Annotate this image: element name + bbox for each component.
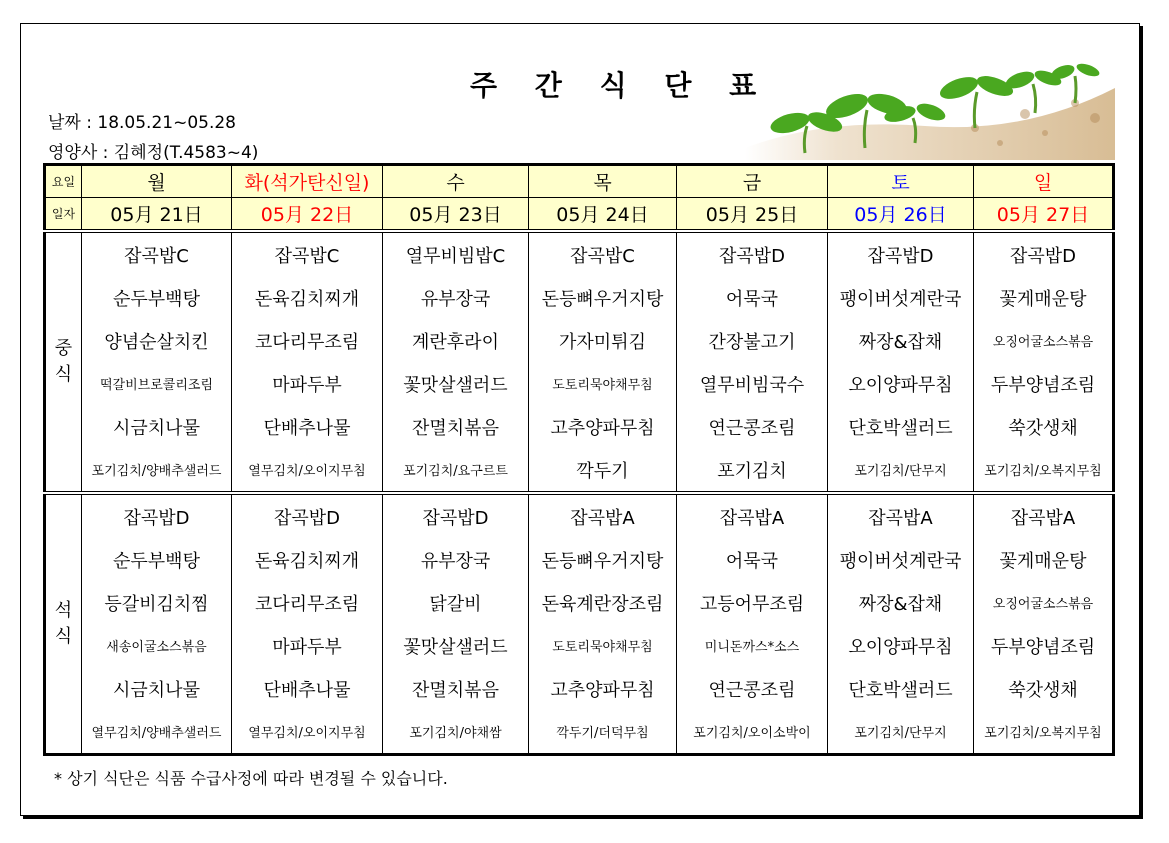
weekly-menu-table <box>43 163 1115 756</box>
dinner-menu-item: 어묵국 <box>677 538 828 581</box>
day-name: 월 <box>82 165 232 198</box>
lunch-row <box>45 319 1114 362</box>
day-date: 05月 26日 <box>828 198 974 232</box>
lunch-menu-item: 돈등뼈우거지탕 <box>529 276 677 319</box>
dinner-menu-item: 단호박샐러드 <box>828 667 974 710</box>
dinner-menu-item: 고추양파무침 <box>529 667 677 710</box>
lunch-menu-item: 오이양파무침 <box>828 362 974 405</box>
day-name: 수 <box>383 165 529 198</box>
dinner-label: 석 식 <box>45 493 82 755</box>
lunch-section <box>45 231 1114 493</box>
lunch-menu-item: 고추양파무침 <box>529 405 677 448</box>
dinner-row <box>45 581 1114 624</box>
lunch-row <box>45 231 1114 276</box>
date-header-label: 일자 <box>45 198 82 232</box>
seedling-illustration <box>745 48 1115 160</box>
dinner-menu-item: 꽃게매운탕 <box>999 550 1087 572</box>
dinner-menu-item: 고등어무조림 <box>677 581 828 624</box>
dinner-menu-item: 잡곡밥A <box>828 493 974 538</box>
dinner-menu-item: 오징어굴소스볶음 <box>992 597 1094 612</box>
lunch-menu-item: 포기김치/양배추샐러드 <box>82 448 232 493</box>
dinner-menu-item: 닭갈비 <box>383 581 529 624</box>
lunch-menu-item: 잡곡밥D <box>828 231 974 276</box>
dinner-menu-item: 단배추나물 <box>232 667 383 710</box>
day-date: 05月 27日 <box>974 198 1114 232</box>
dinner-menu-item: 잡곡밥D <box>82 493 232 538</box>
lunch-menu-item: 열무비빔국수 <box>677 362 828 405</box>
dinner-menu-item: 팽이버섯계란국 <box>828 538 974 581</box>
dinner-menu-item: 짜장&잡채 <box>828 581 974 624</box>
dinner-menu-item: 미니돈까스*소스 <box>677 624 828 667</box>
dinner-menu-item: 등갈비김치찜 <box>82 581 232 624</box>
day-name: 금 <box>677 165 828 198</box>
dinner-row <box>45 538 1114 581</box>
day-date: 05月 25日 <box>677 198 828 232</box>
lunch-menu-item: 깍두기 <box>529 448 677 493</box>
dinner-menu-item: 꽃맛살샐러드 <box>383 624 529 667</box>
dinner-menu-item: 코다리무조림 <box>232 581 383 624</box>
dinner-menu-item: 돈등뼈우거지탕 <box>529 538 677 581</box>
dinner-menu-item: 잡곡밥D <box>232 493 383 538</box>
dinner-menu-item: 돈육김치찌개 <box>232 538 383 581</box>
lunch-menu-item: 두부양념조림 <box>990 374 1096 396</box>
lunch-menu-item: 잡곡밥C <box>82 231 232 276</box>
lunch-menu-item: 포기김치/요구르트 <box>383 448 529 493</box>
dinner-menu-item: 포기김치/오이소박이 <box>677 710 828 755</box>
dinner-menu-item: 도토리묵야채무침 <box>529 624 677 667</box>
lunch-menu-item: 잔멸치볶음 <box>383 405 529 448</box>
day-name: 토 <box>828 165 974 198</box>
lunch-menu-item: 팽이버섯계란국 <box>828 276 974 319</box>
lunch-menu-item: 포기김치/단무지 <box>828 448 974 493</box>
lunch-menu-item: 열무비빔밥C <box>383 231 529 276</box>
lunch-row <box>45 276 1114 319</box>
date-range: 날짜 : 18.05.21~05.28 <box>48 113 236 133</box>
day-date: 05月 24日 <box>529 198 677 232</box>
lunch-menu-item: 오징어굴소스볶음 <box>992 335 1094 350</box>
lunch-menu-item: 잡곡밥C <box>232 231 383 276</box>
dinner-menu-item: 잔멸치볶음 <box>383 667 529 710</box>
lunch-menu-item: 어묵국 <box>677 276 828 319</box>
lunch-menu-item: 연근콩조림 <box>677 405 828 448</box>
day-date: 05月 21日 <box>82 198 232 232</box>
lunch-menu-item: 꽃게매운탕 <box>999 288 1087 310</box>
dinner-menu-item: 잡곡밥D <box>383 493 529 538</box>
lunch-menu-item: 가자미튀김 <box>529 319 677 362</box>
dinner-menu-item: 열무김치/오이지무침 <box>232 710 383 755</box>
lunch-menu-item: 열무김치/오이지무침 <box>232 448 383 493</box>
lunch-menu-item: 단호박샐러드 <box>828 405 974 448</box>
dinner-menu-item: 포기김치/야채쌈 <box>383 710 529 755</box>
dinner-row <box>45 493 1114 538</box>
lunch-row <box>45 362 1114 405</box>
lunch-menu-item: 순두부백탕 <box>82 276 232 319</box>
lunch-menu-item: 돈육김치찌개 <box>232 276 383 319</box>
lunch-menu-item: 포기김치 <box>677 448 828 493</box>
lunch-menu-item: 도토리묵야채무침 <box>529 362 677 405</box>
lunch-menu-item: 떡갈비브로콜리조림 <box>82 362 232 405</box>
date-header-row <box>45 198 1114 232</box>
dinner-menu-item: 잡곡밥A <box>529 493 677 538</box>
dinner-menu-item: 순두부백탕 <box>82 538 232 581</box>
dinner-menu-item: 포기김치/단무지 <box>828 710 974 755</box>
dinner-menu-item: 깍두기/더덕무침 <box>529 710 677 755</box>
dinner-menu-item: 쑥갓생채 <box>1008 679 1078 701</box>
dinner-menu-item: 시금치나물 <box>82 667 232 710</box>
lunch-row <box>45 448 1114 493</box>
lunch-menu-item: 계란후라이 <box>383 319 529 362</box>
day-header-label: 요일 <box>45 165 82 198</box>
lunch-menu-item: 단배추나물 <box>232 405 383 448</box>
lunch-menu-item: 잡곡밥C <box>529 231 677 276</box>
dinner-row <box>45 624 1114 667</box>
day-name: 일 <box>974 165 1114 198</box>
day-name: 화(석가탄신일) <box>232 165 383 198</box>
lunch-menu-item: 마파두부 <box>232 362 383 405</box>
lunch-menu-item: 양념순살치킨 <box>82 319 232 362</box>
lunch-menu-item: 잡곡밥D <box>677 231 828 276</box>
lunch-label: 중 식 <box>45 231 82 493</box>
dinner-row <box>45 710 1114 755</box>
lunch-menu-item: 잡곡밥D <box>1009 245 1077 267</box>
dinner-menu-item: 잡곡밥A <box>1010 507 1076 529</box>
dinner-menu-item: 오이양파무침 <box>828 624 974 667</box>
dinner-menu-item: 마파두부 <box>232 624 383 667</box>
dinner-menu-item: 두부양념조림 <box>990 636 1096 658</box>
lunch-menu-item: 포기김치/오복지무침 <box>974 448 1114 493</box>
footnote: * 상기 식단은 식품 수급사정에 따라 변경될 수 있습니다. <box>54 769 448 788</box>
day-name: 목 <box>529 165 677 198</box>
lunch-menu-item: 짜장&잡채 <box>828 319 974 362</box>
day-date: 05月 22日 <box>232 198 383 232</box>
dinner-menu-item: 잡곡밥A <box>677 493 828 538</box>
dinner-menu-item: 연근콩조림 <box>677 667 828 710</box>
lunch-menu-item: 쑥갓생채 <box>1008 417 1078 439</box>
dinner-row <box>45 667 1114 710</box>
dinner-menu-item: 포기김치/오복지무침 <box>984 726 1102 741</box>
dinner-menu-item: 열무김치/양배추샐러드 <box>82 710 232 755</box>
dinner-menu-item: 돈육계란장조림 <box>529 581 677 624</box>
lunch-menu-item: 간장불고기 <box>677 319 828 362</box>
day-header-row <box>45 165 1114 198</box>
page-title: 주 간 식 단 표 <box>470 69 771 102</box>
dinner-menu-item: 새송이굴소스볶음 <box>82 624 232 667</box>
lunch-menu-item: 시금치나물 <box>82 405 232 448</box>
dinner-menu-item: 유부장국 <box>383 538 529 581</box>
dinner-section <box>45 493 1114 755</box>
day-date: 05月 23日 <box>383 198 529 232</box>
lunch-menu-item: 코다리무조림 <box>232 319 383 362</box>
lunch-menu-item: 유부장국 <box>383 276 529 319</box>
lunch-row <box>45 405 1114 448</box>
dietitian-info: 영양사 : 김혜정(T.4583~4) <box>48 143 259 163</box>
lunch-menu-item: 꽃맛살샐러드 <box>383 362 529 405</box>
